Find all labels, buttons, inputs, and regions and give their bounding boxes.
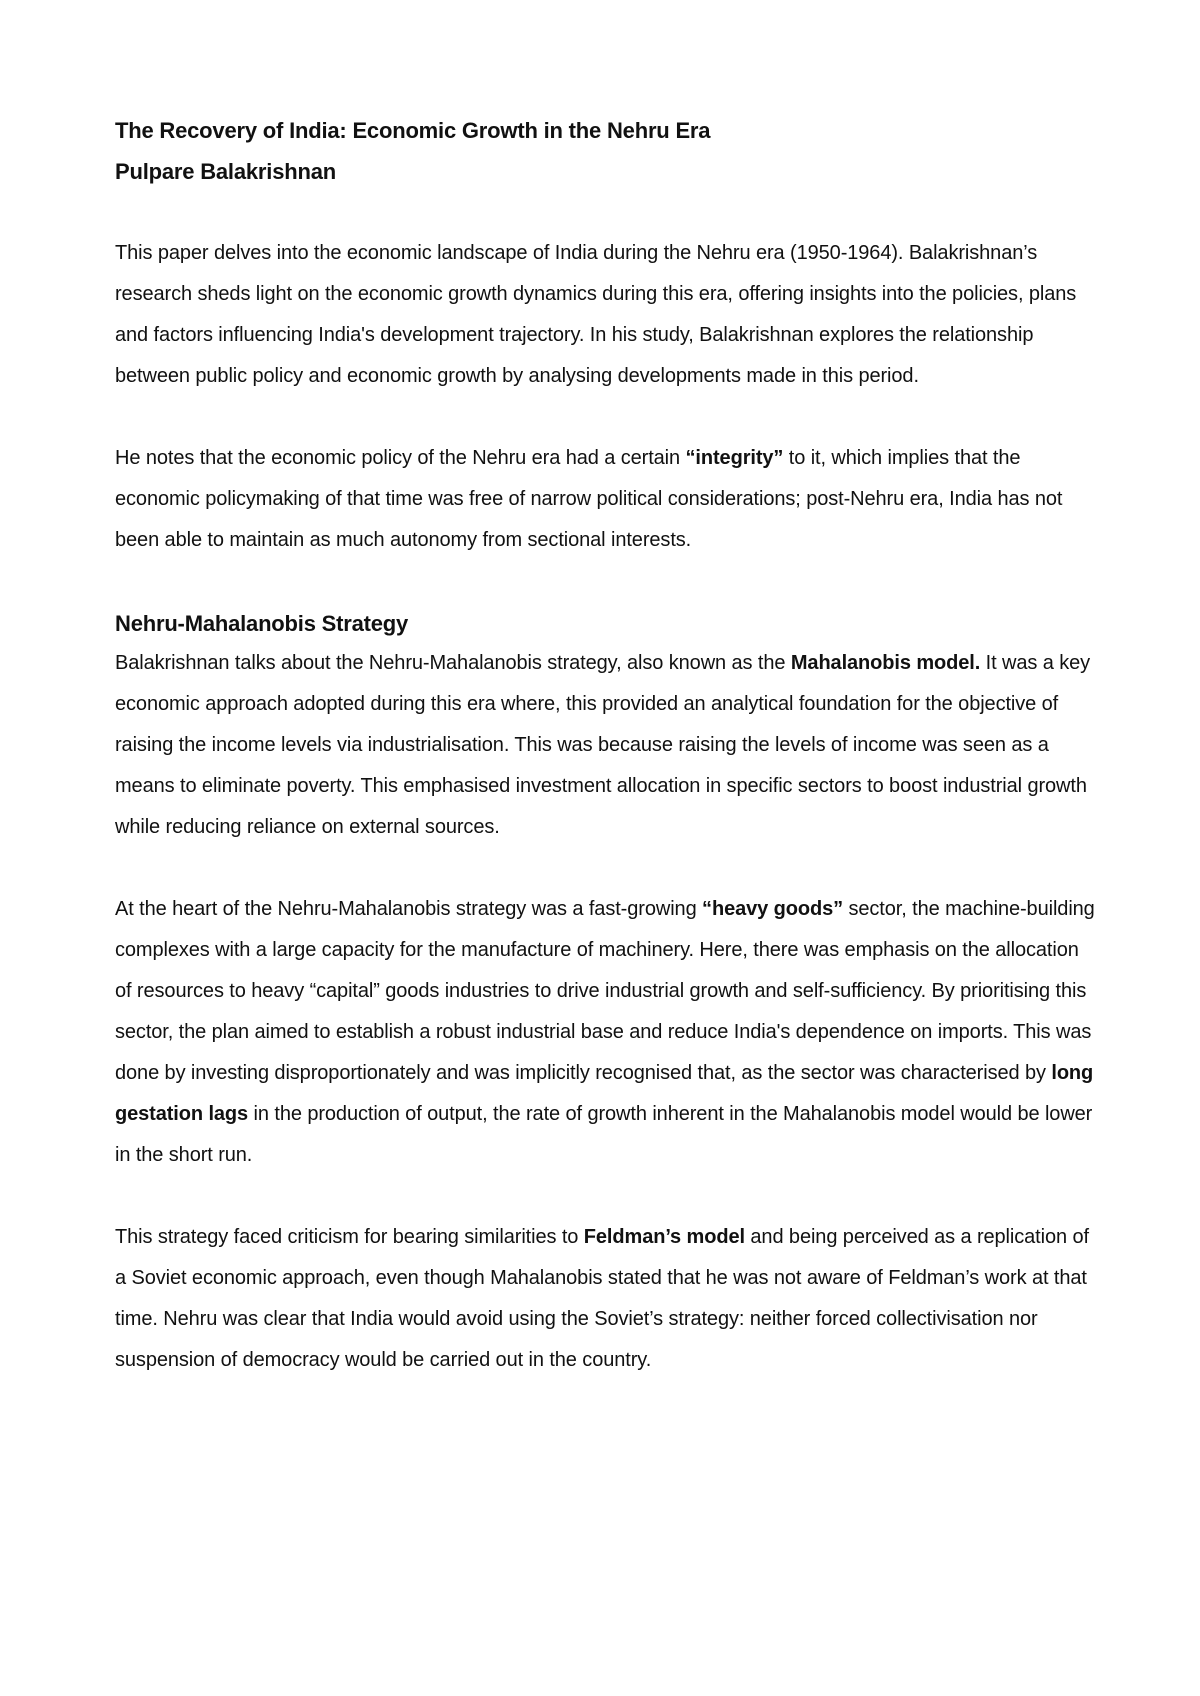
document-page [115,110,1100,1381]
paragraph-text: and being perceived as a replication of a Soviet economic approach, even though Mahalanobis stated that he was not aware of Feldman’s work at that time. Nehru was clear that India would avoid using the Soviet’s strategy: neither forced collectivisation nor suspension of democracy would be carried out in the country. [115,1226,1089,1371]
paragraph-text: Balakrishnan talks about the Nehru-Mahalanobis strategy, also known as the [115,652,791,674]
bold-term-feldman-model: Feldman’s model [583,1226,745,1248]
bold-term-mahalanobis-model: Mahalanobis model. [790,652,981,674]
paragraph-text: to it, which implies that the economic policymaking of that time was free of narrow political considerations; post-Nehru era, India has not been able to maintain as much autonomy from sectional interests. [115,447,1063,551]
paragraph-text: It was a key economic approach adopted during this era where, this provided an analytical foundation for the objective of raising the income levels via industrialisation. This was because raising the levels of income was seen as a means to eliminate poverty. This emphasised investment allocation in specific sectors to boost industrial growth while reducing reliance on external sources. [115,652,1091,838]
paragraph-mahalanobis-model [115,643,1100,848]
document-title: The Recovery of India: Economic Growth in the Nehru Era [115,118,711,143]
bold-term-gestation-lags: long gestation lags [115,1062,1094,1125]
paragraph-text: At the heart of the Nehru-Mahalanobis strategy was a fast-growing [115,898,703,920]
spacer [115,192,1100,233]
paragraph-text: He notes that the economic policy of the Nehru era had a certain [115,447,686,469]
bold-term-integrity: “integrity” [685,447,784,469]
paragraph-heavy-goods [115,889,1100,1176]
spacer [115,561,1100,605]
paragraph-text: This strategy faced criticism for bearing similarities to [115,1226,584,1248]
spacer [115,397,1100,438]
section-heading: Nehru-Mahalanobis Strategy [115,611,409,636]
paragraph-integrity [115,438,1100,561]
paragraph-text: sector, the machine-building complexes with a large capacity for the manufacture of machinery. Here, there was emphasis on the allocation of resources to heavy “capital” goods industries to drive industrial growth and self-sufficiency. By prioritising this sector, the plan aimed to establish a robust industrial base and reduce India's dependence on imports. This was done by investing disproportionately and was implicitly recognised that, as the sector was characterised by [115,898,1095,1084]
paragraph-intro: This paper delves into the economic landscape of India during the Nehru era (1950-1964). Balakrishnan’s research sheds light on the economic growth dynamics during this era, offering insights into the policies, plans and factors influencing India's development trajectory. In his study, Balakrishnan explores the relationship between public policy and economic growth by analysing developments made in this period. [115,242,1077,387]
spacer [115,1176,1100,1217]
paragraph-feldman [115,1217,1100,1381]
bold-term-heavy-goods: “heavy goods” [702,898,844,920]
document-author: Pulpare Balakrishnan [115,159,336,184]
paragraph-text: in the production of output, the rate of growth inherent in the Mahalanobis model would be lower in the short run. [115,1103,1093,1166]
spacer [115,848,1100,889]
